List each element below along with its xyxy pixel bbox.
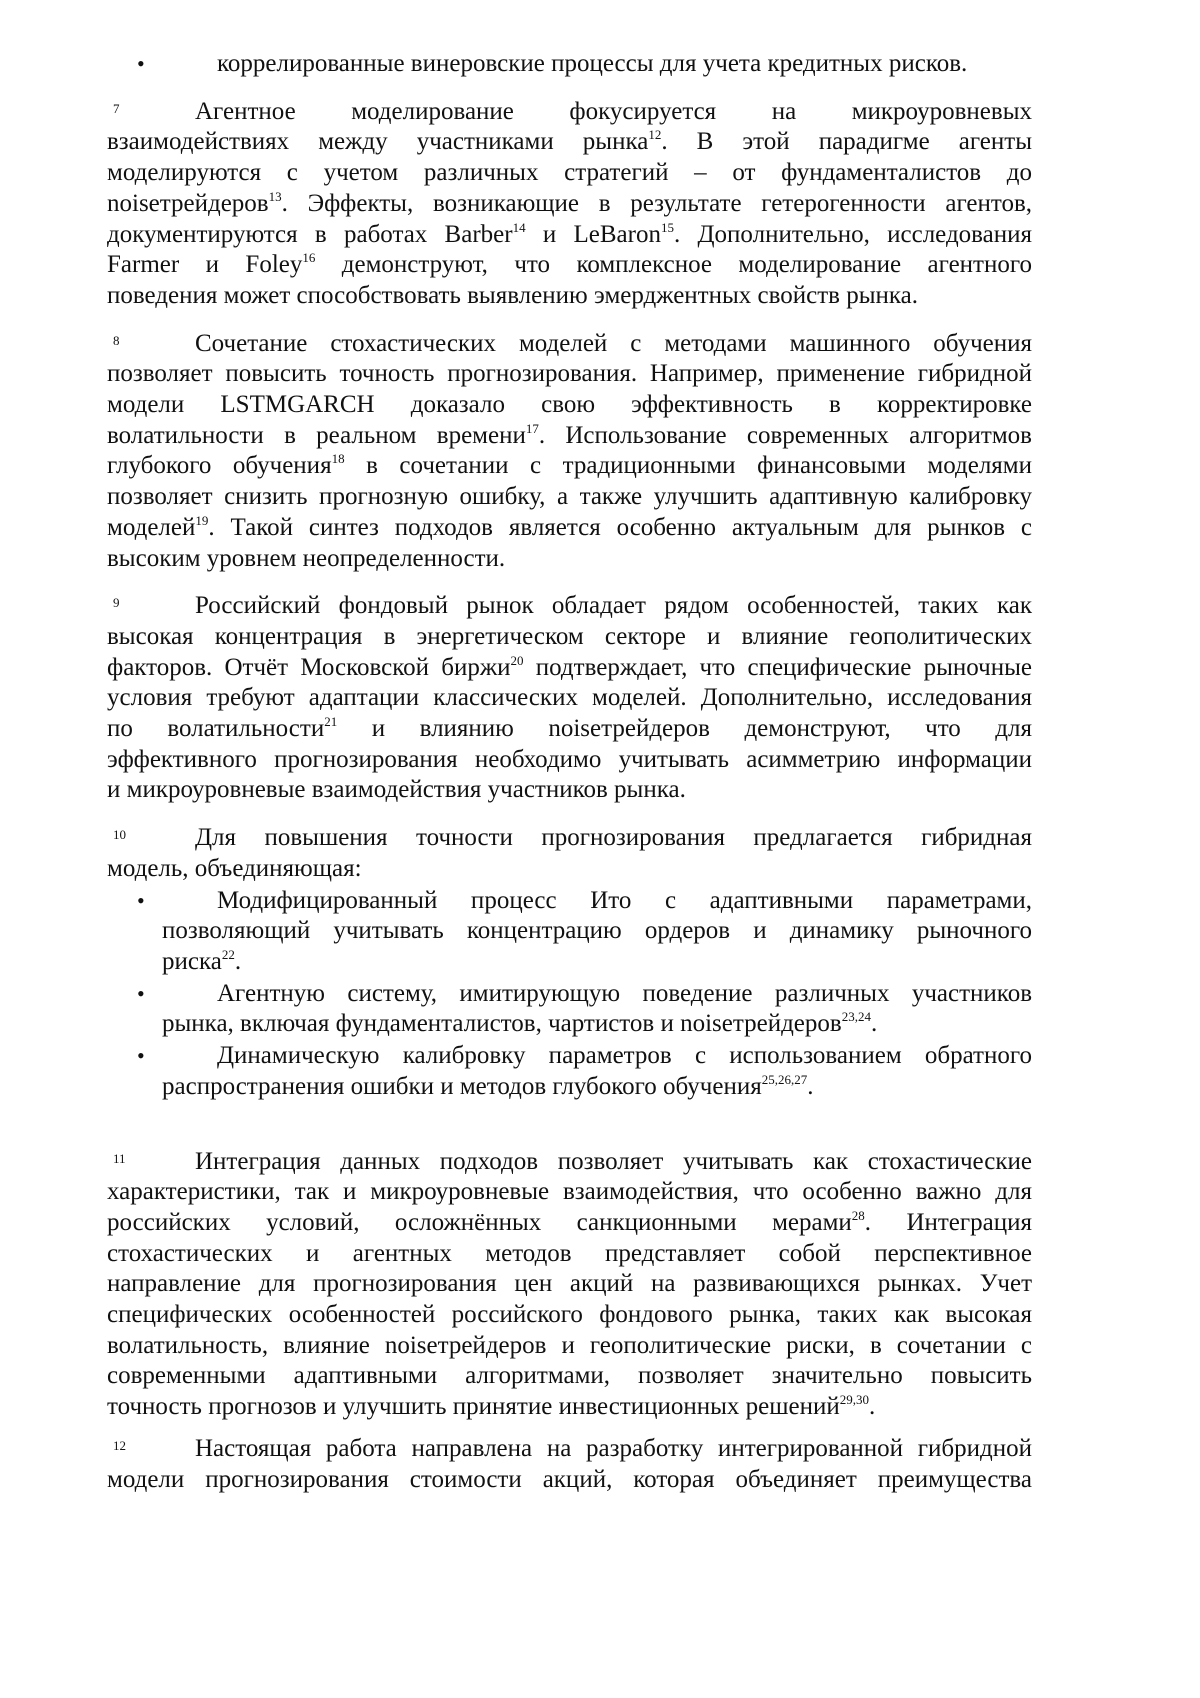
text-line (107, 886, 1032, 917)
text-line (107, 97, 1032, 128)
text-line (107, 591, 1032, 622)
text-segment: распространения ошибки и методов глубокого обучения (162, 1073, 762, 1100)
footnote-reference: 13 (269, 189, 282, 204)
text-segment: в сочетании с традиционными финансовыми моделями (345, 452, 1032, 479)
paragraph-number: 7 (113, 97, 120, 121)
text-segment: . В этой парадигме агенты (661, 128, 1032, 155)
text-segment: . (869, 1393, 875, 1420)
text-segment: Farmer и Foley (107, 251, 302, 278)
paragraph (107, 97, 1032, 312)
paragraph (107, 591, 1032, 806)
text-segment: факторов. Отчёт Московской биржи (107, 654, 511, 681)
text-line (107, 158, 1032, 189)
paragraph-number: 9 (113, 591, 120, 615)
text-segment: волатильность, влияние noiseтрейдеров и геополитические риски, в сочетании с (107, 1332, 1032, 1359)
text-segment: Интеграция данных подходов позволяет учитывать как стохастические (195, 1148, 1032, 1175)
footnote-reference: 29,30 (840, 1392, 869, 1407)
text-line (107, 1361, 1032, 1392)
paragraph-number: 11 (113, 1147, 126, 1171)
text-segment: характеристики, так и микроуровневые взаимодействия, что особенно важно для (107, 1178, 1032, 1205)
text-segment: . Эффекты, возникающие в результате гетерогенности агентов, (282, 190, 1032, 217)
text-line (107, 451, 1032, 482)
footnote-reference: 25,26,27 (762, 1072, 808, 1087)
text-line (107, 854, 1032, 885)
footnote-reference: 20 (511, 653, 524, 668)
text-segment: модели LSTMGARCH доказало свою эффективность в корректировке (107, 391, 1032, 418)
text-segment: Динамическую калибровку параметров с использованием обратного (217, 1042, 1032, 1069)
bullet-item (107, 1041, 1032, 1102)
text-line (107, 1177, 1032, 1208)
text-segment: модель, объединяющая: (107, 855, 362, 882)
text-line (107, 1208, 1032, 1239)
text-segment: . (807, 1073, 813, 1100)
text-segment: noiseтрейдеров (107, 190, 269, 217)
text-line (107, 390, 1032, 421)
text-line (107, 1072, 1032, 1103)
bullet-item (107, 886, 1032, 978)
footnote-reference: 23,24 (842, 1009, 871, 1024)
text-line (107, 916, 1032, 947)
text-line (107, 1239, 1032, 1270)
text-segment: глубокого обучения (107, 452, 332, 479)
footnote-reference: 21 (324, 714, 337, 729)
text-line (107, 250, 1032, 281)
text-segment: Настоящая работа направлена на разработку интегрированной гибридной (195, 1435, 1032, 1462)
paragraph (107, 1434, 1032, 1495)
text-line (107, 49, 1032, 80)
text-line (107, 127, 1032, 158)
text-segment: риска (162, 948, 222, 975)
text-segment: позволяет снизить прогнозную ошибку, а также улучшить адаптивную калибровку (107, 483, 1032, 510)
paragraph-number: 8 (113, 329, 120, 353)
bullet-icon: • (137, 886, 145, 917)
text-segment: . Такой синтез подходов является особенно актуальным для рынков с (208, 514, 1032, 541)
footnote-reference: 15 (661, 220, 674, 235)
text-line (107, 359, 1032, 390)
text-segment: современными адаптивными алгоритмами, позволяет значительно повысить (107, 1362, 1032, 1389)
text-segment: высокая концентрация в энергетическом секторе и влияние геополитических (107, 623, 1032, 650)
text-line (107, 622, 1032, 653)
bullet-icon: • (137, 979, 145, 1010)
text-line (107, 1465, 1032, 1496)
text-segment: подтверждает, что специфические рыночные (524, 654, 1032, 681)
footnote-reference: 17 (526, 421, 539, 436)
text-line (107, 683, 1032, 714)
text-segment: Агентную систему, имитирующую поведение различных участников (217, 980, 1032, 1007)
text-line (107, 281, 1032, 312)
text-line (107, 823, 1032, 854)
text-line (107, 1041, 1032, 1072)
bullet-item (107, 979, 1032, 1040)
text-line (107, 189, 1032, 220)
text-segment: по волатильности (107, 715, 324, 742)
text-line (107, 1147, 1032, 1178)
text-segment: эффективного прогнозирования необходимо учитывать асимметрию информации (107, 746, 1032, 773)
text-line (107, 745, 1032, 776)
text-line (107, 1331, 1032, 1362)
text-segment: . (235, 948, 241, 975)
text-segment: документируются в работах Barber (107, 221, 513, 248)
bullet-item (107, 49, 1032, 80)
text-segment: позволяющий учитывать концентрацию ордеров и динамику рыночного (162, 917, 1032, 944)
footnote-reference: 16 (302, 250, 315, 265)
paragraph (107, 1147, 1032, 1423)
text-line (107, 775, 1032, 806)
footnote-reference: 14 (513, 220, 526, 235)
text-segment: и микроуровневые взаимодействия участников рынка. (107, 776, 686, 803)
text-segment: и LeBaron (526, 221, 661, 248)
text-segment: моделируются с учетом различных стратегий – от фундаменталистов до (107, 159, 1032, 186)
text-segment: . Интеграция (865, 1209, 1032, 1236)
text-line (107, 1009, 1032, 1040)
text-line (107, 421, 1032, 452)
text-segment: . (871, 1010, 877, 1037)
text-segment: демонструют, что комплексное моделирование агентного (315, 251, 1032, 278)
text-segment: и влиянию noiseтрейдеров демонструют, что для (337, 715, 1032, 742)
text-segment: условия требуют адаптации классических моделей. Дополнительно, исследования (107, 684, 1032, 711)
footnote-reference: 19 (195, 513, 208, 528)
text-segment: . Использование современных алгоритмов (539, 422, 1032, 449)
text-segment: . Дополнительно, исследования (674, 221, 1032, 248)
paragraph (107, 329, 1032, 575)
text-segment: поведения может способствовать выявлению эмерджентных свойств рынка. (107, 282, 918, 309)
text-segment: рынка, включая фундаменталистов, чартистов и noiseтрейдеров (162, 1010, 842, 1037)
text-segment: Российский фондовый рынок обладает рядом особенностей, таких как (195, 592, 1032, 619)
footnote-reference: 18 (332, 451, 345, 466)
bullet-icon: • (137, 1041, 145, 1072)
text-segment: взаимодействиях между участниками рынка (107, 128, 648, 155)
text-segment: Сочетание стохастических моделей с методами машинного обучения (195, 330, 1032, 357)
text-segment: позволяет повысить точность прогнозирования. Например, применение гибридной (107, 360, 1032, 387)
footnote-reference: 28 (852, 1208, 865, 1223)
text-line (107, 653, 1032, 684)
paragraph-number: 12 (113, 1434, 126, 1458)
text-segment: российских условий, осложнённых санкционными мерами (107, 1209, 852, 1236)
text-segment: Для повышения точности прогнозирования предлагается гибридная (195, 824, 1032, 851)
text-line (107, 1269, 1032, 1300)
text-segment: коррелированные винеровские процессы для учета кредитных рисков. (217, 50, 967, 77)
text-segment: точность прогнозов и улучшить принятие инвестиционных решений (107, 1393, 840, 1420)
text-segment: Модифицированный процесс Ито с адаптивными параметрами, (217, 887, 1032, 914)
text-line (107, 482, 1032, 513)
text-line (107, 947, 1032, 978)
text-segment: моделей (107, 514, 195, 541)
text-segment: модели прогнозирования стоимости акций, которая объединяет преимущества (107, 1466, 1032, 1493)
text-segment: стохастических и агентных методов представляет собой перспективное (107, 1240, 1032, 1267)
text-segment: направление для прогнозирования цен акций на развивающихся рынках. Учет (107, 1270, 1032, 1297)
footnote-reference: 22 (222, 947, 235, 962)
text-segment: Агентное моделирование фокусируется на микроуровневых (195, 98, 1032, 125)
document-page (107, 49, 1032, 1495)
footnote-reference: 12 (648, 127, 661, 142)
text-line (107, 714, 1032, 745)
paragraph-number: 10 (113, 823, 126, 847)
text-line (107, 1300, 1032, 1331)
text-line (107, 544, 1032, 575)
text-line (107, 220, 1032, 251)
text-segment: высоким уровнем неопределенности. (107, 545, 505, 572)
text-segment: волатильности в реальном времени (107, 422, 526, 449)
text-line (107, 329, 1032, 360)
text-segment: специфических особенностей российского фондового рынка, таких как высокая (107, 1301, 1032, 1328)
bullet-icon: • (137, 49, 145, 80)
paragraph (107, 823, 1032, 884)
text-line (107, 1392, 1032, 1423)
text-line (107, 979, 1032, 1010)
text-line (107, 513, 1032, 544)
text-line (107, 1434, 1032, 1465)
